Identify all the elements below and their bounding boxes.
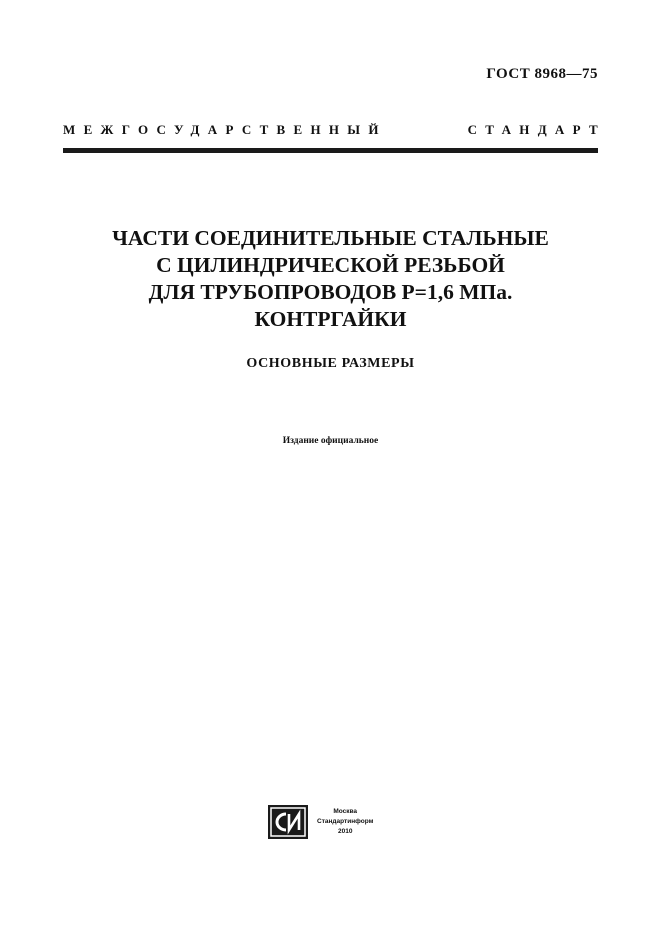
header-rule	[63, 148, 598, 153]
publisher-name: Стандартинформ	[317, 818, 374, 825]
title-line: С ЦИЛИНДРИЧЕСКОЙ РЕЗЬБОЙ	[156, 253, 505, 277]
standartinform-logo-icon	[268, 805, 308, 839]
document-title	[40, 225, 621, 333]
title-line: КОНТРГАЙКИ	[254, 307, 407, 331]
standard-type-word-2: СТАНДАРТ	[467, 122, 606, 137]
title-line: ДЛЯ ТРУБОПРОВОДОВ Р=1,6 МПа.	[148, 280, 513, 304]
publisher-year: 2010	[337, 828, 353, 835]
publisher-text	[317, 807, 373, 837]
publisher-city: Москва	[333, 808, 358, 815]
standard-type-line	[63, 122, 606, 138]
document-subtitle: ОСНОВНЫЕ РАЗМЕРЫ	[246, 356, 415, 371]
gost-number: ГОСТ 8968—75	[486, 66, 598, 82]
publisher-block	[268, 805, 373, 839]
standard-type-word-1: МЕЖГОСУДАРСТВЕННЫЙ	[63, 122, 387, 137]
edition-note: Издание официальное	[282, 436, 379, 446]
title-line: ЧАСТИ СОЕДИНИТЕЛЬНЫЕ СТАЛЬНЫЕ	[112, 226, 549, 250]
